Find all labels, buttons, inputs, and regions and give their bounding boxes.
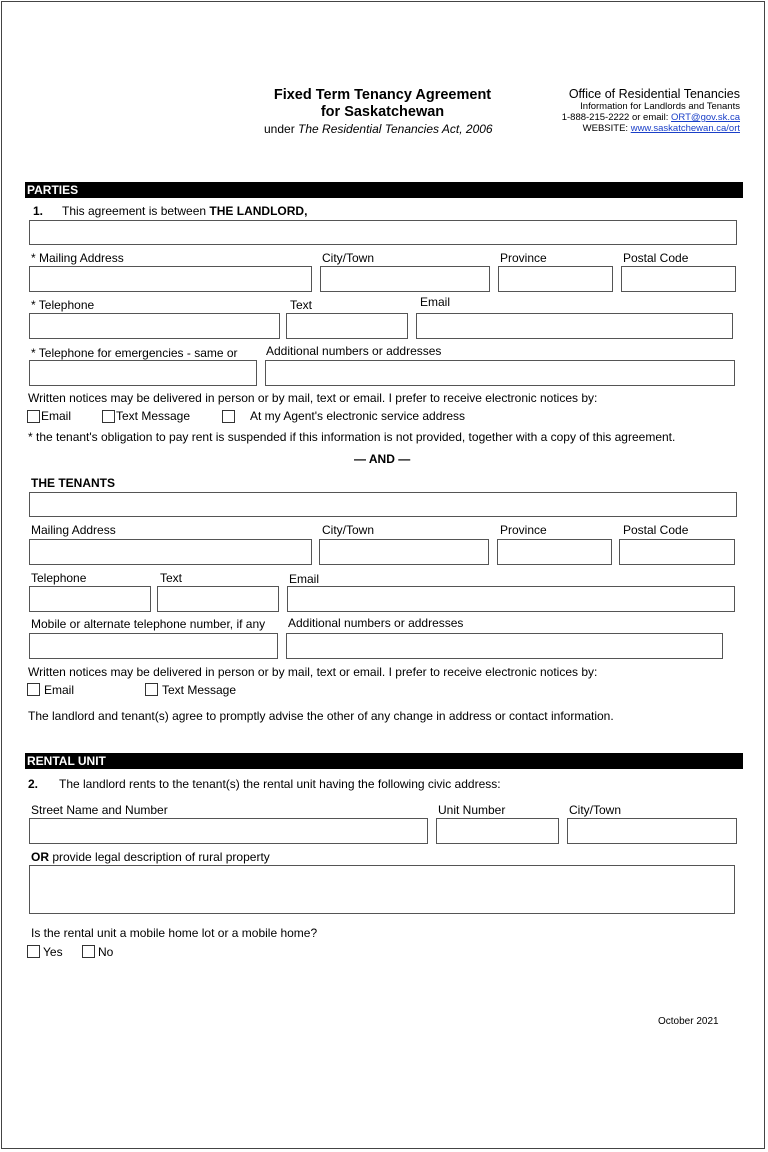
tenants-email-label: Email [289,572,320,586]
tenants-notice-text: Written notices may be delivered in person or by mail, text or email. I prefer to receive electronic notices by: [28,665,598,679]
landlord-mailing-label: * Mailing Address [31,251,124,265]
tenants-name-field[interactable] [29,492,737,517]
section-bar-rental-unit: RENTAL UNIT [25,753,743,769]
tenants-mailing-label: Mailing Address [31,523,116,537]
landlord-city-label: City/Town [322,251,375,265]
street-label: Street Name and Number [31,803,168,817]
tenants-additional-label: Additional numbers or addresses [288,616,464,630]
yes-checkbox[interactable] [27,945,40,958]
landlord-city-field[interactable] [320,266,490,292]
landlord-text-checkbox[interactable] [102,410,115,423]
landlord-text-option: Text Message [116,409,191,423]
email-link[interactable]: ORT@gov.sk.ca [671,112,740,123]
unit-field[interactable] [436,818,559,844]
landlord-telephone-label: * Telephone [31,298,95,312]
item-number-2: 2. [28,777,39,791]
document-page [1,1,765,1149]
tenants-text-option: Text Message [162,683,237,697]
tenants-province-field[interactable] [497,539,612,565]
unit-label: Unit Number [438,803,506,817]
rental-city-field[interactable] [567,818,737,844]
tenants-postal-label: Postal Code [623,523,689,537]
landlord-text-field[interactable] [286,313,408,339]
section-bar-parties: PARTIES [25,182,743,198]
website-link[interactable]: www.saskatchewan.ca/ort [630,123,740,134]
tenants-mailing-field[interactable] [29,539,312,565]
street-field[interactable] [29,818,428,844]
rental-city-label: City/Town [569,803,622,817]
landlord-agent-option: At my Agent's electronic service address [250,409,466,423]
form-subtitle: under The Residential Tenancies Act, 2006 [264,122,493,136]
landlord-email-checkbox[interactable] [27,410,40,423]
legal-description-field[interactable] [29,865,735,914]
landlord-email-field[interactable] [416,313,733,339]
landlord-text-label: Text [290,298,313,312]
tenants-city-field[interactable] [319,539,489,565]
tenants-email-field[interactable] [287,586,735,612]
yes-option: Yes [43,945,63,959]
tenants-telephone-field[interactable] [29,586,151,612]
tenants-mobile-field[interactable] [29,633,278,659]
and-separator: — AND — [354,452,411,466]
tenants-email-option: Email [44,683,75,697]
tenants-postal-field[interactable] [619,539,735,565]
landlord-postal-label: Postal Code [623,251,689,265]
agree-text: The landlord and tenant(s) agree to promptly advise the other of any change in address or contact information. [28,709,614,723]
tenants-label: THE TENANTS [31,476,115,490]
act-name: The Residential Tenancies Act, 2006 [298,122,493,136]
landlord-additional-label: Additional numbers or addresses [266,344,442,358]
rental-intro: The landlord rents to the tenant(s) the rental unit having the following civic address: [59,777,501,791]
landlord-footnote: * the tenant's obligation to pay rent is suspended if this information is not provided, together with a copy of this agreement. [28,430,676,444]
office-website: WEBSITE: www.saskatchewan.ca/ort [582,123,740,134]
landlord-province-label: Province [500,251,547,265]
landlord-label: THE LANDLORD, [209,204,308,218]
landlord-emergency-label: * Telephone for emergencies - same or [31,346,238,360]
mobile-home-question: Is the rental unit a mobile home lot or a mobile home? [31,926,318,940]
landlord-postal-field[interactable] [621,266,736,292]
legal-description-label: OR provide legal description of rural property [31,850,270,864]
tenants-text-label: Text [160,571,183,585]
no-option: No [98,945,114,959]
landlord-agent-checkbox[interactable] [222,410,235,423]
tenants-mobile-label: Mobile or alternate telephone number, if any [31,617,266,631]
form-title-line1: Fixed Term Tenancy Agreement [273,87,492,103]
tenants-text-field[interactable] [157,586,279,612]
office-name: Office of Residential Tenancies [568,87,740,101]
landlord-province-field[interactable] [498,266,613,292]
tenants-additional-field[interactable] [286,633,723,659]
item-number-1: 1. [33,204,44,218]
tenants-telephone-label: Telephone [31,571,87,585]
landlord-email-option: Email [41,409,72,423]
or-label: OR [31,850,49,864]
tenants-province-label: Province [500,523,547,537]
landlord-emergency-field[interactable] [29,360,257,386]
tenants-text-checkbox[interactable] [145,683,158,696]
landlord-email-label: Email [420,295,451,309]
office-info: Information for Landlords and Tenants [580,101,740,112]
parties-intro: This agreement is between THE LANDLORD, [62,204,308,218]
tenants-city-label: City/Town [322,523,375,537]
tenants-email-checkbox[interactable] [27,683,40,696]
landlord-telephone-field[interactable] [29,313,280,339]
no-checkbox[interactable] [82,945,95,958]
footer-date: October 2021 [658,1016,719,1027]
landlord-notice-text: Written notices may be delivered in person or by mail, text or email. I prefer to receive electronic notices by: [28,391,598,405]
landlord-name-field[interactable] [29,220,737,245]
landlord-mailing-field[interactable] [29,266,312,292]
office-contact: 1-888-215-2222 or email: ORT@gov.sk.ca [561,112,740,123]
form-title-line2: for Saskatchewan [320,104,445,120]
landlord-additional-field[interactable] [265,360,735,386]
